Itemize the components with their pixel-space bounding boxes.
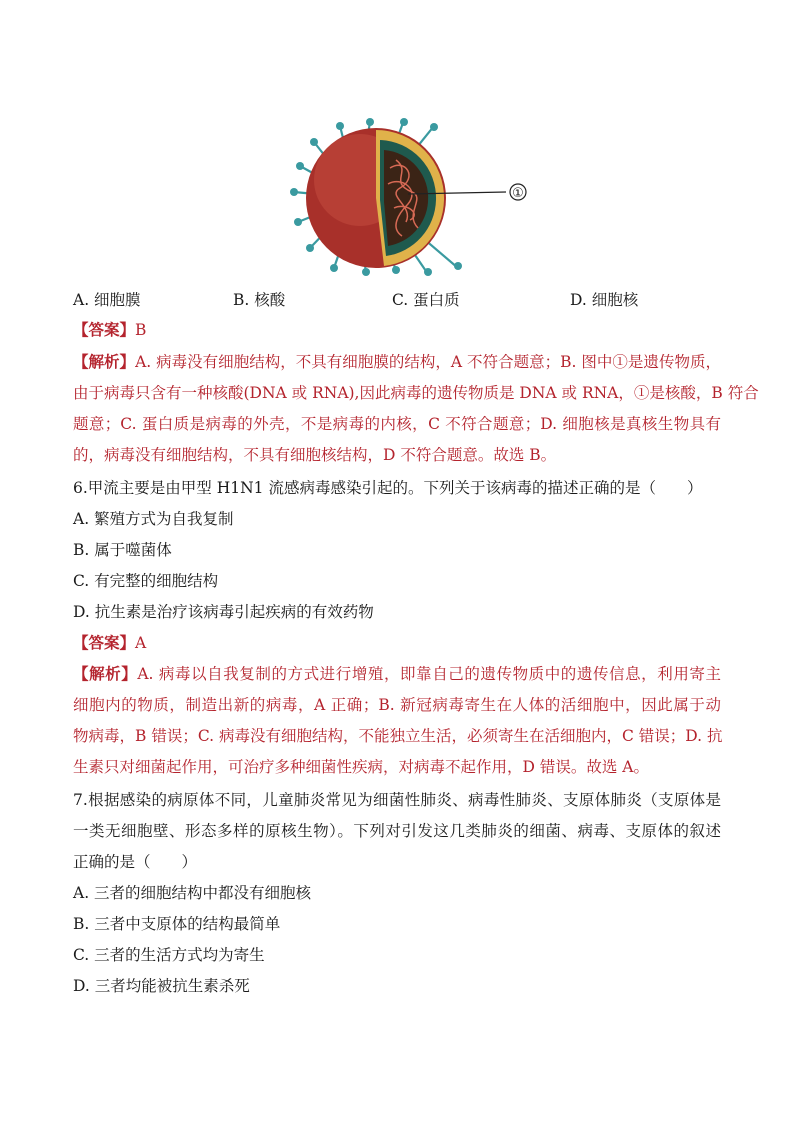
q6-analysis-line-3: 物病毒，B 错误；C. 病毒没有细胞结构，不能独立生活，必须寄生在活细胞内，C 错误；D. 抗 [73, 727, 723, 745]
q5-option-a: A. 细胞膜 [73, 291, 141, 309]
q5-analysis-line-1: 【解析】A. 病毒没有细胞结构，不具有细胞膜的结构，A 不符合题意；B. 图中①是遗传物质， [73, 352, 721, 371]
answer-tag: 【答案】 [73, 320, 136, 339]
q6-answer [73, 633, 733, 653]
callout-label: ① [512, 186, 524, 201]
q6-analysis-line-1: 【解析】A. 病毒以自我复制的方式进行增殖，即靠自己的遗传物质中的遗传信息，利用寄主 [73, 664, 721, 683]
q7-option-a: A. 三者的细胞结构中都没有细胞核 [73, 884, 312, 902]
q7-option-d: D. 三者均能被抗生素杀死 [73, 977, 250, 995]
answer-value: B [135, 321, 147, 339]
q7-option-b: B. 三者中支原体的结构最简单 [73, 915, 281, 933]
analysis-tag: 【解析】 [73, 352, 136, 371]
answer-value: A [135, 634, 147, 652]
q5-analysis-line-2: 由于病毒只含有一种核酸(DNA 或 RNA),因此病毒的遗传物质是 DNA 或 RNA，①是核酸，B 符合 [73, 384, 759, 402]
q6-analysis-line-4: 生素只对细菌起作用，可治疗多种细菌性疾病，对病毒不起作用，D 错误。故选 A。 [73, 758, 649, 776]
q7-stem-line-3: 正确的是（ ） [73, 853, 198, 871]
analysis-tag: 【解析】 [73, 664, 138, 683]
virus-structure-figure [288, 118, 540, 276]
q5-option-d: D. 细胞核 [570, 291, 639, 309]
answer-tag: 【答案】 [73, 633, 136, 652]
q5-analysis-line-3: 题意；C. 蛋白质是病毒的外壳，不是病毒的内核，C 不符合题意；D. 细胞核是真核生物具有 [73, 415, 721, 433]
q6-option-a: A. 繁殖方式为自我复制 [73, 510, 234, 528]
q6-stem: 6.甲流主要是由甲型 H1N1 流感病毒感染引起的。下列关于该病毒的描述正确的是（ ） [73, 479, 703, 497]
q5-answer [73, 320, 733, 340]
q5-option-b: B. 核酸 [233, 291, 286, 309]
q6-option-b: B. 属于噬菌体 [73, 541, 172, 559]
q7-stem-line-2: 一类无细胞壁、形态多样的原核生物）。下列对引发这几类肺炎的细菌、病毒、支原体的叙述 [73, 822, 721, 840]
q6-option-d: D. 抗生素是治疗该病毒引起疾病的有效药物 [73, 603, 374, 621]
q6-option-c: C. 有完整的细胞结构 [73, 572, 219, 590]
q5-analysis-line-4: 的，病毒没有细胞结构，不具有细胞核结构，D 不符合题意。故选 B。 [73, 446, 557, 464]
q7-stem-line-1: 7.根据感染的病原体不同，儿童肺炎常见为细菌性肺炎、病毒性肺炎、支原体肺炎（支原体是 [73, 791, 721, 809]
q7-option-c: C. 三者的生活方式均为寄生 [73, 946, 265, 964]
q6-analysis-line-2: 细胞内的物质，制造出新的病毒，A 正确；B. 新冠病毒寄生在人体的活细胞中，因此属于动 [73, 696, 721, 714]
q5-option-c: C. 蛋白质 [392, 291, 460, 309]
